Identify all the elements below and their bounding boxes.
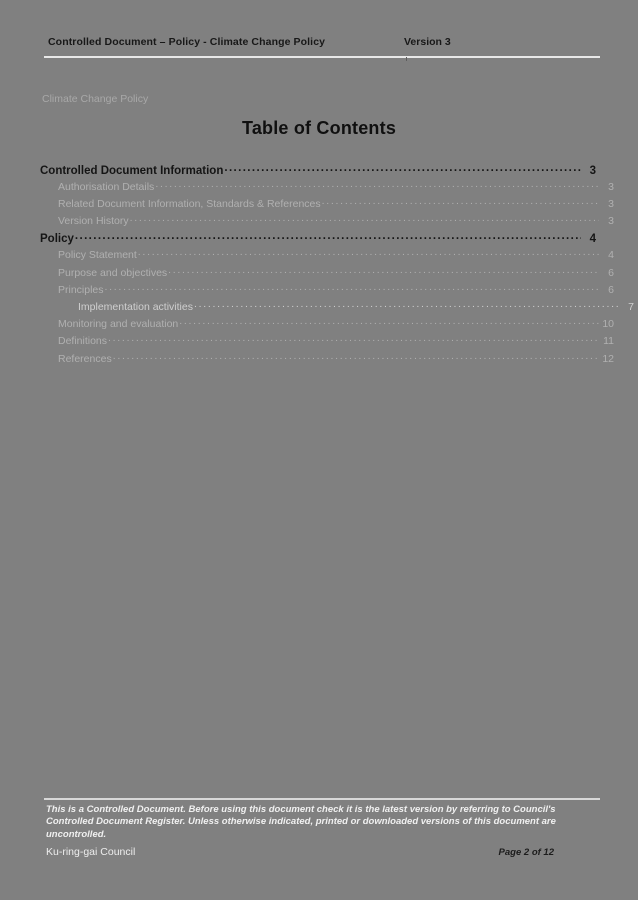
toc-entry-label: Monitoring and evaluation <box>58 318 179 331</box>
toc-entry-label: Related Document Information, Standards & References <box>58 197 321 210</box>
document-name-label: Climate Change Policy <box>42 93 149 105</box>
toc-entry[interactable] <box>38 351 614 368</box>
table-of-contents <box>38 162 634 368</box>
toc-leader-dots <box>113 351 599 362</box>
header-document-title: Controlled Document – Policy - Climate Change Policy <box>48 36 326 48</box>
toc-entry-page: 6 <box>608 266 614 279</box>
toc-entry-label: Definitions <box>58 335 108 348</box>
toc-entry-page: 12 <box>602 352 614 365</box>
toc-entry[interactable] <box>38 162 596 179</box>
toc-entry[interactable] <box>38 282 614 299</box>
toc-entry-page: 3 <box>589 164 596 177</box>
toc-entry-label: Policy <box>40 233 74 246</box>
toc-leader-dots <box>179 317 599 328</box>
toc-entry-page: 11 <box>603 335 614 348</box>
toc-leader-dots <box>108 334 599 345</box>
toc-entry[interactable] <box>38 317 614 334</box>
toc-entry-page: 3 <box>608 197 614 210</box>
toc-entry-page: 4 <box>589 233 596 246</box>
toc-entry-page: 10 <box>602 318 614 331</box>
footer-disclaimer-text: This is a Controlled Document. Before using this document check it is the latest version by referring to Council's Controlled Document Register. Unless otherwise indicated, printed or downloaded versions of this document are uncontrolled. <box>46 804 556 840</box>
toc-entry-page: 3 <box>608 180 614 193</box>
header-divider <box>44 56 600 58</box>
footer-organisation: Ku-ring-gai Council <box>46 846 136 858</box>
toc-entry-label: Authorisation Details <box>58 180 155 193</box>
footer-divider <box>44 798 600 800</box>
toc-leader-dots <box>194 300 619 311</box>
toc-entry-label: Implementation activities <box>78 301 193 313</box>
page-header <box>44 36 600 62</box>
toc-entry-page: 6 <box>608 283 614 296</box>
toc-leader-dots <box>75 231 581 243</box>
toc-entry-label: References <box>58 352 112 365</box>
toc-entry-label: Policy Statement <box>58 249 137 262</box>
toc-leader-dots <box>224 162 581 174</box>
page-title: Table of Contents <box>241 118 397 138</box>
toc-entry[interactable] <box>38 300 634 317</box>
toc-leader-dots <box>168 265 599 276</box>
toc-leader-dots <box>130 214 599 225</box>
toc-entry[interactable] <box>38 265 614 282</box>
toc-entry[interactable] <box>38 334 614 351</box>
header-tab-tick <box>406 57 407 61</box>
toc-entry-label: Controlled Document Information <box>40 164 224 177</box>
toc-entry-label: Principles <box>58 283 104 296</box>
toc-entry-label: Purpose and objectives <box>58 266 168 279</box>
toc-entry[interactable] <box>38 179 614 196</box>
toc-leader-dots <box>105 282 599 293</box>
toc-leader-dots <box>138 248 599 259</box>
toc-entry-label: Version History <box>58 215 129 228</box>
toc-entry[interactable] <box>38 248 614 265</box>
toc-leader-dots <box>155 179 599 190</box>
toc-leader-dots <box>322 196 599 207</box>
header-version-label: Version 3 <box>404 36 451 48</box>
toc-entry-page: 4 <box>608 249 614 262</box>
toc-entry-page: 3 <box>608 215 614 228</box>
toc-entry[interactable] <box>38 231 596 248</box>
toc-entry[interactable] <box>38 196 614 213</box>
toc-entry-page: 7 <box>628 301 634 313</box>
toc-entry[interactable] <box>38 214 614 231</box>
footer-page-number: Page 2 of 12 <box>498 847 554 858</box>
